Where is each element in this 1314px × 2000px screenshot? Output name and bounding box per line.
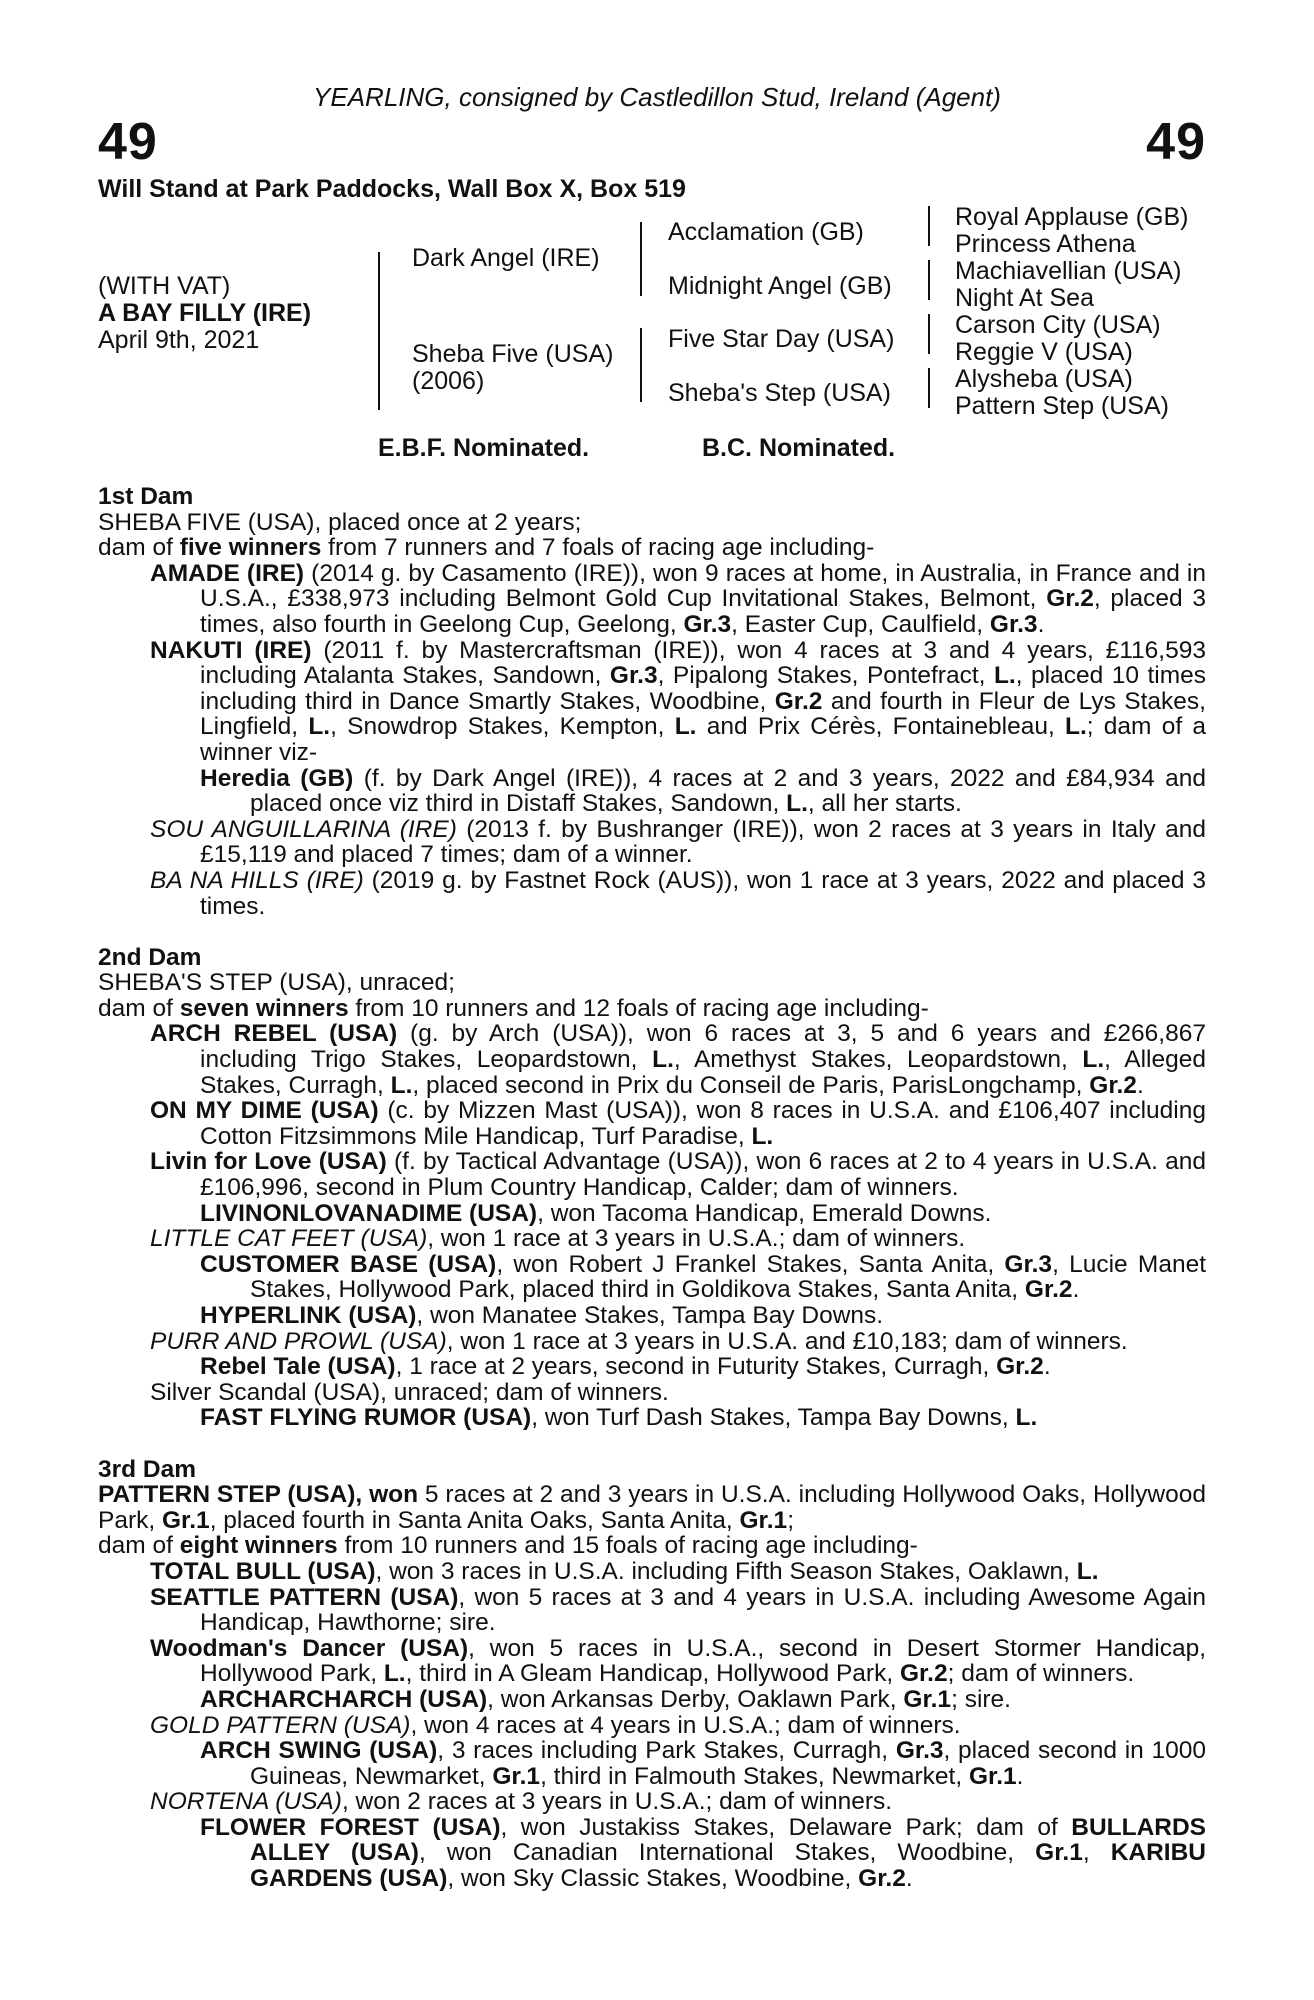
first-dam-line: SHEBA FIVE (USA), placed once at 2 years; xyxy=(98,508,582,536)
ebf-nomination: E.B.F. Nominated. xyxy=(378,434,590,462)
entry-livin-for-love: Livin for Love (USA) (f. by Tactical Advantage (USA)), won 6 races at 2 to 4 years in U.S.A. and £106,996, second in Plum Country Handicap, Calder; dam of winners. xyxy=(150,1148,1206,1202)
lot-number-right: 49 xyxy=(1146,113,1206,171)
entry-gold-pattern: GOLD PATTERN (USA), won 4 races at 4 years in U.S.A.; dam of winners. xyxy=(150,1711,961,1739)
entry-arch-swing: ARCH SWING (USA), 3 races including Park Stakes, Curragh, Gr.3, placed second in 1000 Guineas, Newmarket, Gr.1, third in Falmouth Stakes, Newmarket, Gr.1. xyxy=(200,1737,1206,1790)
entry-heredia: Heredia (GB) (f. by Dark Angel (IRE)), 4 races at 2 and 3 years, 2022 and £84,934 and placed once viz third in Distaff Stakes, Sandown, L., all her starts. xyxy=(200,764,1206,818)
third-dam-produce: dam of eight winners from 10 runners and 15 foals of racing age including- xyxy=(98,1532,918,1560)
stand-location: Will Stand at Park Paddocks, Wall Box X, Box 519 xyxy=(98,175,686,203)
entry-purr-and-prowl: PURR AND PROWL (USA), won 1 race at 3 years in U.S.A. and £10,183; dam of winners. xyxy=(150,1327,1128,1355)
entry-nakuti: NAKUTI (IRE) (2011 f. by Mastercraftsman (IRE)), won 4 races at 3 and 4 years, £116,593 including Atalanta Stakes, Sandown, Gr.3, Pipalong Stakes, Pontefract, L., placed 10 times including third in Dance Smartly Stakes, Woodbine, Gr.2 and fourth in Fleur de Lys Stakes, Lingfield, L., Snowdrop Stakes, Kempton, L. and Prix Cérès, Fontainebleau, L.; dam of a winner viz- xyxy=(150,636,1206,766)
bc-nomination: B.C. Nominated. xyxy=(702,434,896,462)
brace-gen1 xyxy=(378,252,380,410)
brace-sire xyxy=(640,222,642,296)
ancestor-7: Alysheba (USA) xyxy=(955,365,1133,393)
sale-header: YEARLING, consigned by Castledillon Stud, Ireland (Agent) xyxy=(313,82,1001,112)
entry-sou-anguillarina: SOU ANGUILLARINA (IRE) (2013 f. by Bushranger (IRE)), won 2 races at 3 years in Italy and £15,119 and placed 7 times; dam of a winner. xyxy=(150,815,1207,869)
entry-on-my-dime: ON MY DIME (USA) (c. by Mizzen Mast (USA)), won 8 races in U.S.A. and £106,407 including Cotton Fitzsimmons Mile Handicap, Turf Paradise, L. xyxy=(150,1097,1206,1150)
entry-customer-base: CUSTOMER BASE (USA), won Robert J Frankel Stakes, Santa Anita, Gr.3, Lucie Manet Stakes, Hollywood Park, placed third in Goldikova Stakes, Santa Anita, Gr.2. xyxy=(200,1250,1206,1304)
entry-little-cat-feet: LITTLE CAT FEET (USA), won 1 race at 3 years in U.S.A.; dam of winners. xyxy=(150,1225,966,1253)
entry-fast-flying-rumor: FAST FLYING RUMOR (USA), won Turf Dash Stakes, Tampa Bay Downs, L. xyxy=(200,1404,1038,1432)
dam-sire: Five Star Day (USA) xyxy=(668,325,895,353)
ancestor-1: Royal Applause (GB) xyxy=(955,203,1189,231)
ancestor-2: Princess Athena xyxy=(955,230,1136,258)
brace-g2 xyxy=(928,260,930,300)
entry-silver-scandal: Silver Scandal (USA), unraced; dam of winners. xyxy=(150,1378,669,1406)
lot-number-left: 49 xyxy=(98,113,158,171)
entry-rebel-tale: Rebel Tale (USA), 1 race at 2 years, second in Futurity Stakes, Curragh, Gr.2. xyxy=(200,1353,1051,1381)
brace-g4 xyxy=(928,368,930,408)
ancestor-6: Reggie V (USA) xyxy=(955,338,1133,366)
brace-dam xyxy=(640,328,642,402)
produce-record xyxy=(98,484,1206,1892)
entry-woodmans-dancer: Woodman's Dancer (USA), won 5 races in U.S.A., second in Desert Stormer Handicap, Hollywood Park, L., third in A Gleam Handicap, Hollywood Park, Gr.2; dam of winners. xyxy=(150,1634,1206,1688)
dam-year: (2006) xyxy=(412,367,485,395)
vat-note: (WITH VAT) xyxy=(98,272,231,300)
entry-hyperlink: HYPERLINK (USA), won Manatee Stakes, Tampa Bay Downs. xyxy=(200,1302,884,1329)
sire-dam: Midnight Angel (GB) xyxy=(668,272,892,300)
entry-flower-forest: FLOWER FOREST (USA), won Justakiss Stakes, Delaware Park; dam of BULLARDS ALLEY (USA), won Canadian International Stakes, Woodbine, Gr.1, KARIBU GARDENS (USA), won Sky Classic Stakes, Woodbine, Gr.2. xyxy=(200,1813,1206,1893)
sire: Dark Angel (IRE) xyxy=(412,244,600,272)
entry-total-bull: TOTAL BULL (USA), won 3 races in U.S.A. including Fifth Season Stakes, Oaklawn, L. xyxy=(150,1557,1099,1585)
entry-archarcharch: ARCHARCHARCH (USA), won Arkansas Derby, Oaklawn Park, Gr.1; sire. xyxy=(200,1685,1011,1713)
ancestor-5: Carson City (USA) xyxy=(955,311,1161,339)
entry-arch-rebel: ARCH REBEL (USA) (g. by Arch (USA)), won 6 races at 3, 5 and 6 years and £266,867 including Trigo Stakes, Leopardstown, L., Amethyst Stakes, Leopardstown, L., Alleged Stakes, Curragh, L., placed second in Prix du Conseil de Paris, ParisLongchamp, Gr.2. xyxy=(150,1020,1206,1099)
brace-g3 xyxy=(928,314,930,354)
ancestor-8: Pattern Step (USA) xyxy=(955,392,1169,420)
first-dam-produce: dam of five winners from 7 runners and 7 foals of racing age including- xyxy=(98,534,875,562)
entry-seattle-pattern: SEATTLE PATTERN (USA), won 5 races at 3 and 4 years in U.S.A. including Awesome Again Handicap, Hawthorne; sire. xyxy=(150,1583,1206,1637)
entry-amade: AMADE (IRE) (2014 g. by Casamento (IRE)), won 9 races at home, in Australia, in France and in U.S.A., £338,973 including Belmont Gold Cup Invitational Stakes, Belmont, Gr.2, placed 3 times, also fourth in Geelong Cup, Geelong, Gr.3, Easter Cup, Caulfield, Gr.3. xyxy=(150,559,1206,638)
entry-pattern-step: PATTERN STEP (USA), won 5 races at 2 and 3 years in U.S.A. including Hollywood Oaks, Hollywood Park, Gr.1, placed fourth in Santa Anita Oaks, Santa Anita, Gr.1; xyxy=(98,1481,1206,1534)
brace-g1 xyxy=(928,206,930,246)
horse-name: A BAY FILLY (IRE) xyxy=(98,299,312,327)
second-dam-produce: dam of seven winners from 10 runners and 12 foals of racing age including- xyxy=(98,994,929,1022)
first-dam-heading: 1st Dam xyxy=(98,483,194,510)
sire-sire: Acclamation (GB) xyxy=(668,218,864,246)
entry-livinonlovanadime: LIVINONLOVANADIME (USA), won Tacoma Handicap, Emerald Downs. xyxy=(200,1199,992,1227)
second-dam-heading: 2nd Dam xyxy=(98,943,202,971)
entry-nortena: NORTENA (USA), won 2 races at 3 years in U.S.A.; dam of winners. xyxy=(150,1788,893,1816)
second-dam-line: SHEBA'S STEP (USA), unraced; xyxy=(98,969,455,997)
ancestor-4: Night At Sea xyxy=(955,284,1094,312)
foaling-date: April 9th, 2021 xyxy=(98,326,260,354)
entry-ba-na-hills: BA NA HILLS (IRE) (2019 g. by Fastnet Rock (AUS)), won 1 race at 3 years, 2022 and placed 3 times. xyxy=(150,866,1206,920)
dam-dam: Sheba's Step (USA) xyxy=(668,379,891,407)
ancestor-3: Machiavellian (USA) xyxy=(955,257,1182,285)
third-dam-heading: 3rd Dam xyxy=(98,1455,197,1483)
dam: Sheba Five (USA) xyxy=(412,340,614,368)
